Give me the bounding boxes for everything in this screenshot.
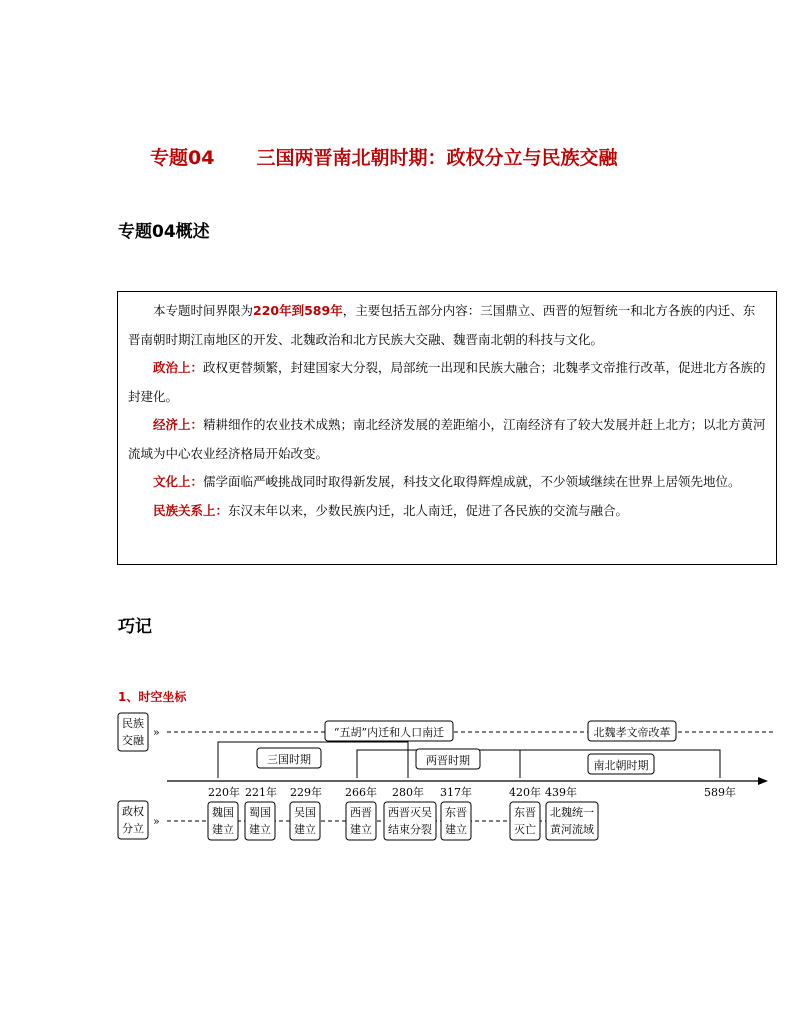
- period-box-three-kingdoms: [257, 748, 321, 768]
- svg-text:魏国: 魏国: [212, 806, 234, 819]
- svg-text:建立: 建立: [249, 823, 271, 836]
- period-box-two-jin: [416, 749, 480, 769]
- svg-text:交融: 交融: [122, 734, 144, 747]
- year-label: 266年: [345, 786, 377, 799]
- event-box-shu: [245, 802, 275, 840]
- svg-text:北魏统一: 北魏统一: [550, 806, 594, 819]
- overview-ethnic: 民族关系上：东汉末年以来，少数民族内迁，北人南迁，促进了各民族的交流与融合。: [153, 502, 629, 518]
- overview-politics: 政治上：政权更替频繁，封建国家大分裂，局部统一出现和民族大融合；北魏孝文帝推行改革，促进北方各族的封建化。: [128, 360, 766, 404]
- arrow-marks-top: »: [153, 726, 160, 739]
- svg-text:两晋时期: 两晋时期: [426, 754, 470, 767]
- svg-text:西晋灭吴: 西晋灭吴: [388, 806, 432, 819]
- event-box-wuhu: [325, 721, 453, 741]
- overview-economy: 经济上：精耕细作的农业技术成熟；南北经济发展的差距缩小，江南经济有了较大发展并赶上北方；以北方黄河流域为中心农业经济格局开始改变。: [128, 417, 766, 461]
- svg-text:建立: 建立: [445, 823, 467, 836]
- category-ethnic-box: [118, 713, 148, 751]
- category-regime-box: [118, 801, 148, 839]
- svg-text:北魏孝文帝改革: 北魏孝文帝改革: [593, 726, 671, 739]
- svg-text:政权: 政权: [122, 805, 144, 818]
- event-box-northern-wei-unify: [546, 802, 598, 840]
- svg-text:“五胡”内迁和人口南迁: “五胡”内迁和人口南迁: [333, 726, 445, 739]
- year-label: 280年: [392, 786, 424, 799]
- year-label: 229年: [290, 786, 322, 799]
- overview-heading: 专题04概述: [118, 222, 210, 242]
- svg-text:灭亡: 灭亡: [514, 823, 536, 836]
- svg-text:蜀国: 蜀国: [249, 806, 271, 819]
- svg-text:吴国: 吴国: [294, 806, 316, 819]
- memory-heading: 巧记: [118, 617, 152, 637]
- overview-box: [117, 291, 777, 565]
- page-title: [150, 143, 710, 170]
- event-box-wei: [208, 802, 238, 840]
- svg-text:黄河流域: 黄河流域: [550, 823, 594, 836]
- year-label: 439年: [545, 786, 577, 799]
- year-label: 420年: [509, 786, 541, 799]
- timeline-arrowhead: [758, 777, 768, 785]
- event-box-jin-conquers-wu: [384, 802, 436, 840]
- overview-culture: 文化上：儒学面临严峻挑战同时取得新发展，科技文化取得辉煌成就，不少领域继续在世界上居领先地位。: [153, 474, 741, 489]
- year-label: 221年: [245, 786, 277, 799]
- overview-intro: 本专题时间界限为220年到589年，主要包括五部分内容：三国鼎立、西晋的短暂统一和北方各族的内迁、东晋南朝时期江南地区的开发、北魏政治和北方民族大交融、魏晋南北朝的科技与文化。: [128, 303, 756, 347]
- year-label: 317年: [440, 786, 472, 799]
- svg-text:建立: 建立: [350, 823, 372, 836]
- svg-text:三国时期: 三国时期: [267, 753, 311, 766]
- timeline-sub-heading: 1、时空坐标: [118, 690, 187, 704]
- event-box-western-jin: [346, 802, 376, 840]
- arrow-marks-bottom: »: [153, 815, 160, 828]
- period-box-north-south: [588, 754, 654, 774]
- event-box-xiaowen-reform: [588, 721, 676, 741]
- timeline-diagram: [112, 708, 782, 848]
- svg-text:西晋: 西晋: [350, 806, 372, 819]
- event-box-eastern-jin: [441, 802, 471, 840]
- svg-text:分立: 分立: [122, 822, 144, 835]
- event-box-eastern-jin-fall: [510, 802, 540, 840]
- svg-text:东晋: 东晋: [445, 806, 467, 819]
- svg-text:东晋: 东晋: [514, 806, 536, 819]
- svg-text:南北朝时期: 南北朝时期: [593, 759, 649, 772]
- time-range: 220年到589年: [253, 303, 343, 318]
- svg-text:民族: 民族: [122, 717, 144, 730]
- year-label: 220年: [208, 786, 240, 799]
- svg-text:结束分裂: 结束分裂: [388, 823, 432, 836]
- svg-text:建立: 建立: [212, 823, 234, 836]
- title-main: 三国两晋南北朝时期：政权分立与民族交融: [256, 147, 618, 169]
- svg-text:建立: 建立: [294, 823, 316, 836]
- year-label: 589年: [704, 786, 736, 799]
- event-box-wu: [290, 802, 320, 840]
- title-code: 专题04: [150, 147, 215, 169]
